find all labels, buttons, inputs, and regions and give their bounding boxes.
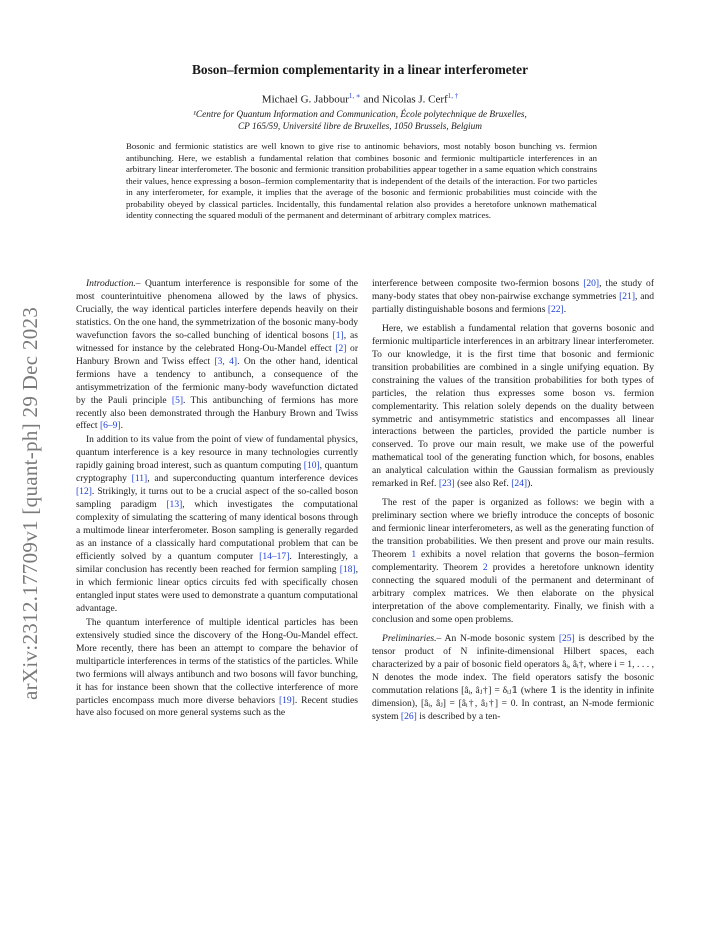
citation-link[interactable]: [6–9] [99, 420, 121, 432]
paragraph-preliminaries [372, 633, 654, 724]
text: . Recent studies have also focused on more general systems such as the [76, 694, 359, 719]
author-1: Michael G. Jabbour [261, 93, 349, 106]
text: exhibits a novel relation that governs the boson–fermion complementarity. Theorem [372, 549, 654, 574]
citation-link[interactable]: [25] [558, 632, 575, 644]
text: . This antibunching of fermions has more recently also been demonstrated through the Hanbury Brown and Twiss effect [76, 394, 358, 432]
text: The quantum interference of multiple identical particles has been extensively studied since the discovery of the Hong-Ou-Mandel effect. More recently, there has been an attempt to compare the behavior of multiparticle interferences in terms of the statistics of the particles. While two fermions will always antibunch and two bosons will favor bunching, it has for instance been shown that the collective interference of more particles encompass much more diverse behaviors [76, 616, 358, 706]
text: Here, we establish a fundamental relation that governs bosonic and fermionic multiparticle interferences in an arbitrary linear interferometer. To our knowledge, it is the first time that bosonic and fermionic transition probabilities are combined in a single unifying equation. By constraining the values of the transition probabilities for both types of particles, the relation thus expresses some boson vs. fermion complementarity. This relation solely depends on the duality between symmetric and antisymmetric statistics and encompasses all linear interactions between the particles, provided the particle number is conserved. To prove our main result, we make use of the powerful mathematical tool of the generating function which, for bosons, enables an analytical calculation within the Gaussian formalism as previously remarked in Ref. [372, 322, 654, 490]
paper-title: Boson–fermion complementarity in a linear interferometer [191, 62, 529, 77]
citation-link[interactable]: [10] [303, 460, 320, 472]
theorem-link[interactable]: 2 [482, 562, 488, 574]
text: is described by a ten- [416, 710, 501, 722]
affiliation-line-1: ¹Centre for Quantum Information and Communication, École polytechnique de Bruxelles, [193, 110, 527, 120]
citation-link[interactable]: [12] [76, 486, 92, 498]
citation-link[interactable]: [23] [438, 478, 455, 490]
paragraph-main-relation [372, 323, 654, 491]
citation-link[interactable]: [5] [171, 394, 184, 406]
author-separator: and [360, 93, 383, 106]
text: , the study of many-body states that obey non-pairwise exchange symmetries [372, 278, 654, 302]
citation-link[interactable]: [11] [131, 473, 148, 485]
author-1-marks[interactable]: 1, ∗ [348, 92, 361, 100]
text: ). [527, 478, 533, 490]
text: , as witnessed for instance by the celebrated Hong-Ou-Mandel effect [76, 329, 358, 354]
paragraph-applications [76, 434, 358, 615]
text: provides a heretofore unknown identity connecting the squared moduli of the permanent and determinant of arbitrary complex matrices. We then elaborate on the physical interpretation of the above complementarity. Finally, we finish with a conclusion and some open problems. [372, 562, 654, 625]
citation-link[interactable]: [14–17] [259, 551, 290, 563]
paragraph-multiparticle [76, 617, 358, 721]
text: , in which fermionic linear optics circuits fed with specifically chosen entangled input states were used to demonstrate a quantum computational advantage. [76, 563, 358, 614]
section-label-preliminaries: Preliminaries.– [382, 632, 442, 644]
text: In addition to its value from the point of view of fundamental physics, quantum interference is a key resource in many technologies currently rapidly gaining broad interest, such as quantum computing [76, 434, 358, 472]
arxiv-side-label: arXiv:2312.17709v1 [quant-ph] 29 Dec 2023 [18, 306, 42, 700]
paragraph-introduction [76, 278, 358, 433]
paragraph-outline [372, 497, 654, 627]
citation-link[interactable]: [24] [511, 478, 528, 490]
section-label-introduction: Introduction.– [86, 278, 141, 289]
citation-link[interactable]: [19] [278, 694, 295, 706]
text: . Interestingly, a similar conclusion has recently been reached for fermion sampling [76, 551, 359, 575]
citation-link[interactable]: [26] [400, 710, 417, 722]
citation-link[interactable]: [1] [332, 329, 344, 341]
citation-link[interactable]: [18] [339, 563, 356, 575]
citation-link[interactable]: [21] [619, 290, 636, 302]
text: (see also Ref. [454, 478, 512, 490]
author-2: Nicolas J. Cerf [382, 93, 448, 106]
right-column [372, 278, 654, 723]
text: , quantum cryptography [76, 460, 358, 485]
author-2-marks[interactable]: 1, † [447, 92, 459, 100]
text: interference between composite two-fermion bosons [372, 278, 584, 289]
theorem-link[interactable]: 1 [411, 549, 417, 561]
affiliation-line-2: CP 165/59, Université libre de Bruxelles, 1050 Brussels, Belgium [237, 122, 482, 132]
text: . On the other hand, identical fermions have a tendency to antibunch, a consequence of the antisymmetrization of the fermionic many-body wavefunction dictated by the Pauli principle [76, 355, 358, 406]
text: The rest of the paper is organized as follows: we begin with a preliminary section where we briefly introduce the concepts of bosonic and fermionic linear interferometers, as well as the generating function of the transition probabilities. We then present and prove our main results. Theorem [372, 497, 654, 561]
text: , and partially distinguishable bosons and fermions [372, 290, 654, 315]
affiliation [0, 109, 720, 133]
abstract: Bosonic and fermionic statistics are well known to give rise to antinomic behaviors, most notably boson bunching vs. fermion antibunching. Here, we establish a fundamental relation that combines bosonic and fermionic multiparticle interferences in an arbitrary linear interferometer. The bosonic and fermionic transition probabilities appear together in a same equation which constrains their values, hence expressing a boson–fermion complementarity that is independent of the details of the interaction. For two particles in any interferometer, for example, it implies that the average of the bosonic and fermionic probabilities must coincide with the probability obeyed by classical particles. Incidentally, this fundamental relation also provides a heretofore unknown mathematical identity connecting the squared moduli of the permanent and determinant of arbitrary complex matrices. [126, 141, 597, 221]
paragraph-continued [372, 278, 654, 317]
text: , and superconducting quantum interference devices [147, 473, 358, 485]
citation-link[interactable]: [20] [583, 278, 600, 289]
citation-link[interactable]: [3, 4] [214, 355, 238, 367]
text: Quantum interference is responsible for some of the most counterintuitive phenomena allowed by the laws of physics. Crucially, the way identical particles interfere depends heavily on their statistics. On the one hand, the symmetrization of the bosonic many-body wavefunction favors the so-called bunching of identical bosons [76, 278, 358, 341]
citation-link[interactable]: [2] [335, 342, 347, 354]
text: . [563, 303, 567, 315]
left-column [76, 278, 358, 720]
citation-link[interactable]: [13] [166, 499, 183, 511]
text: . Strikingly, it turns out to be a crucial aspect of the so-called boson sampling paradigm [76, 486, 358, 511]
text: or Hanbury Brown and Twiss effect [76, 342, 358, 367]
text: An N-mode bosonic system [441, 632, 559, 644]
text: is described by the tensor product of N infinite-dimensional Hilbert spaces, each characterized by a pair of bosonic field operators âᵢ, âᵢ†, where i = 1, . . . , N denotes the mode index. The field operators satisfy the bosonic commutation relations [âᵢ, âⱼ†] = δᵢⱼ𝟙 (where 𝟙 is the identity in infinite dimension), [âᵢ, âⱼ] = [âᵢ†, âⱼ†] = 0. In contrast, an N-mode fermionic system [372, 632, 654, 722]
text: , which investigates the computational complexity of simulating the scattering of many identical bosons through a multimode linear interferometer. Boson sampling is generally regarded as an instance of a classically hard computational problem that can be efficiently solved by a quantum computer [76, 499, 358, 563]
citation-link[interactable]: [22] [547, 303, 564, 315]
author-line [0, 92, 720, 106]
text: . [120, 420, 124, 432]
